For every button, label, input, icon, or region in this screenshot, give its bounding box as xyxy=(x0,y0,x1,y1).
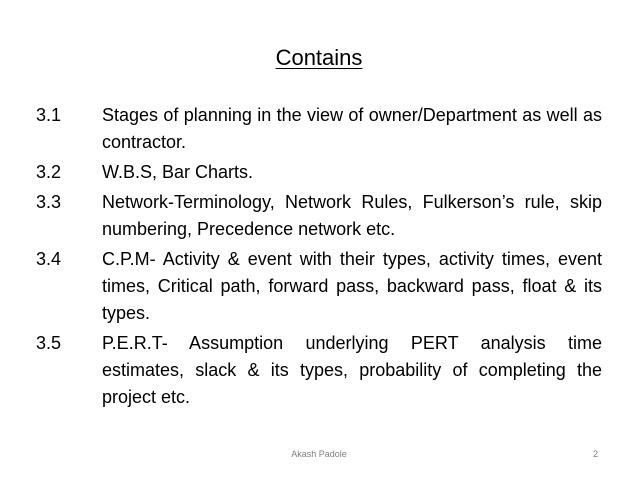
item-number: 3.1 xyxy=(36,105,62,125)
item-number: 3.4 xyxy=(36,249,62,269)
list-item xyxy=(36,189,602,243)
footer-page-number: 2 xyxy=(592,449,598,459)
slide-title-text: Contains xyxy=(275,45,363,70)
item-text: C.P.M- Activity & event with their types, activity times, event times, Critical path, forward pass, backward pass, float & its types. xyxy=(102,249,602,323)
slide-title xyxy=(0,44,638,72)
item-number: 3.3 xyxy=(36,192,62,212)
item-text: P.E.R.T- Assumption underlying PERT analysis time estimates, slack & its types, probability of completing the project etc. xyxy=(102,333,602,407)
item-text: Network-Terminology, Network Rules, Fulkerson’s rule, skip numbering, Precedence network etc. xyxy=(102,192,602,239)
item-text: W.B.S, Bar Charts. xyxy=(102,162,254,182)
list-item xyxy=(36,159,602,186)
item-number: 3.5 xyxy=(36,333,62,353)
list-item xyxy=(36,330,602,411)
item-number: 3.2 xyxy=(36,162,62,182)
contents-list xyxy=(36,102,602,414)
item-text: Stages of planning in the view of owner/Department as well as contractor. xyxy=(102,105,602,152)
list-item xyxy=(36,102,602,156)
list-item xyxy=(36,246,602,327)
footer-author: Akash Padole xyxy=(291,449,347,459)
